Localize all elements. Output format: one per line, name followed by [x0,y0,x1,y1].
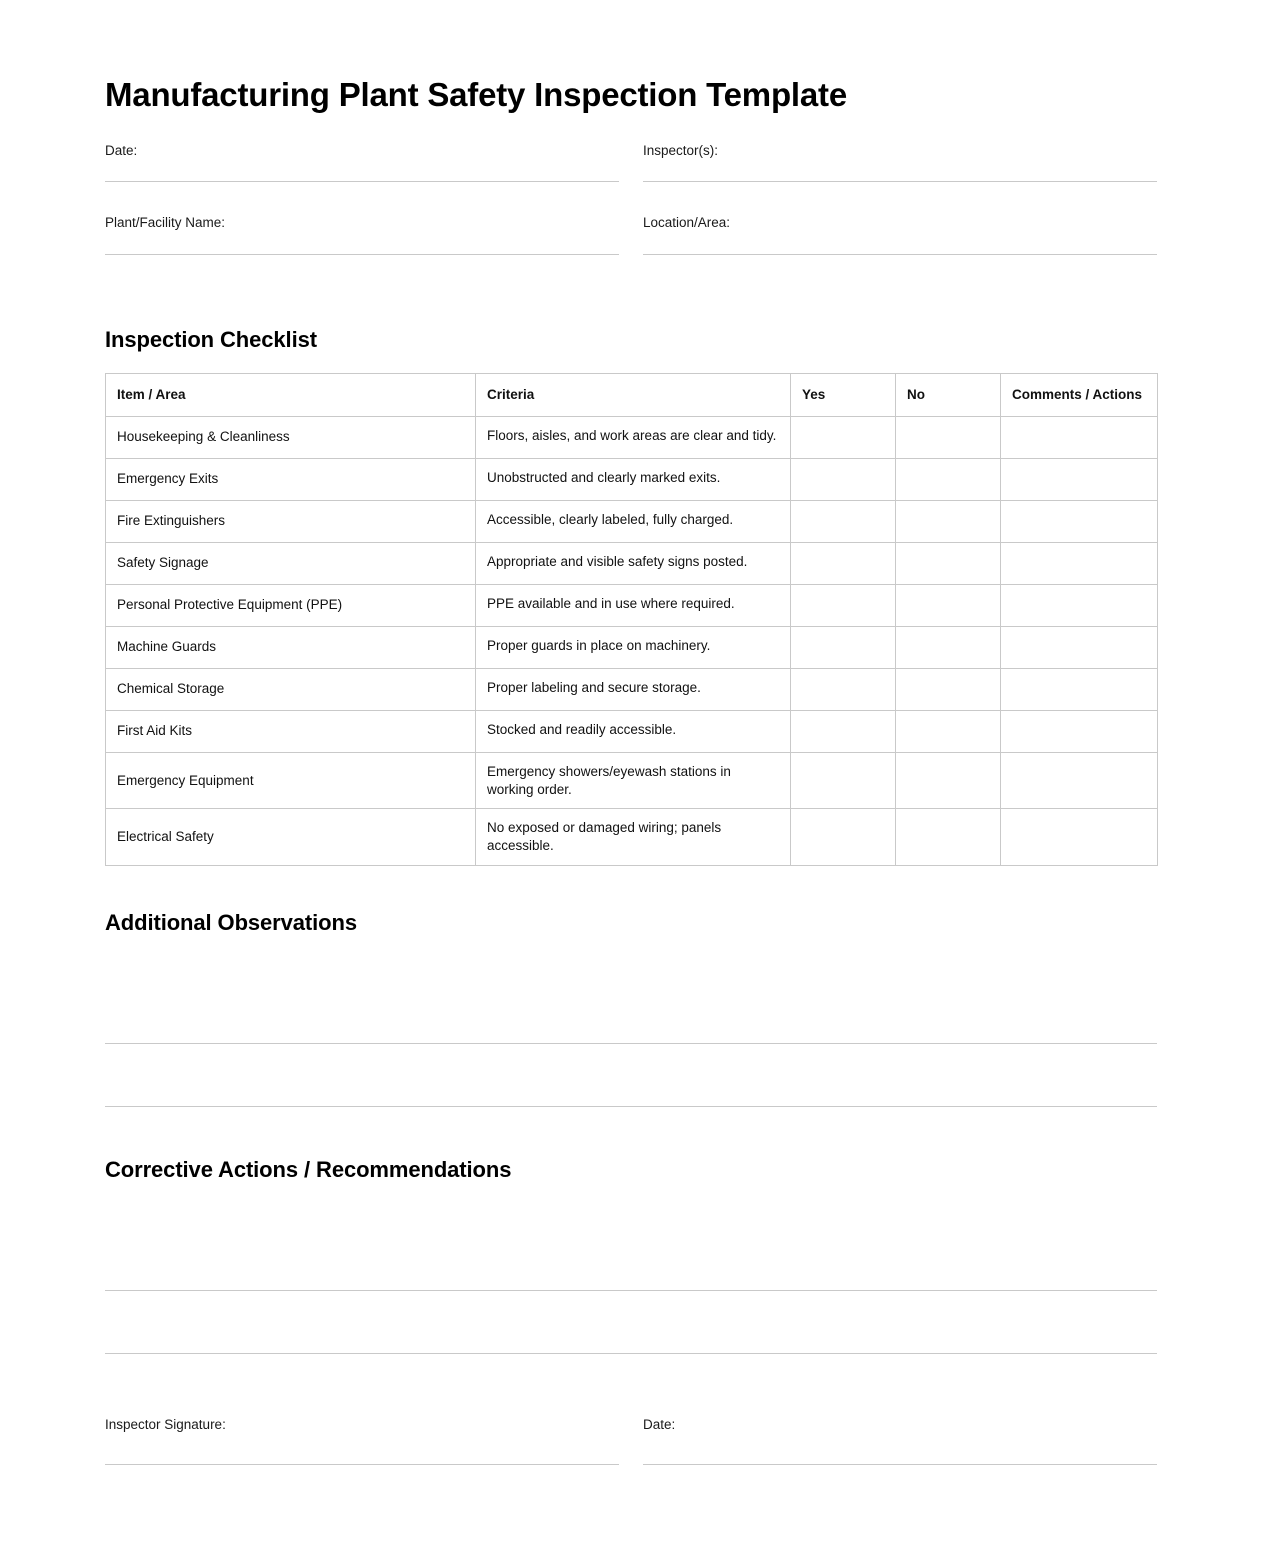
cell-yes-checkbox[interactable] [791,542,896,584]
field-location-area [643,214,1157,255]
cell-comments-actions[interactable] [1001,542,1158,584]
cell-no-checkbox[interactable] [896,752,1001,809]
cell-comments-actions[interactable] [1001,668,1158,710]
cell-item-area: Machine Guards [106,626,476,668]
corrective-actions-lines [105,1228,1157,1354]
table-row [106,752,1158,809]
cell-no-checkbox[interactable] [896,542,1001,584]
cell-comments-actions[interactable] [1001,710,1158,752]
cell-yes-checkbox[interactable] [791,809,896,866]
spacer [105,287,1157,309]
cell-comments-actions[interactable] [1001,584,1158,626]
cell-criteria: Accessible, clearly labeled, fully charged. [476,500,791,542]
cell-criteria: Floors, aisles, and work areas are clear and tidy. [476,416,791,458]
cell-criteria: PPE available and in use where required. [476,584,791,626]
header-field-row-1 [105,142,1157,183]
observations-line-2[interactable] [105,1106,1157,1107]
cell-comments-actions[interactable] [1001,500,1158,542]
table-row [106,710,1158,752]
field-input-date[interactable] [105,181,619,182]
column-header-yes: Yes [791,374,896,417]
cell-item-area: Housekeeping & Cleanliness [106,416,476,458]
table-header-row [106,374,1158,417]
cell-item-area: Personal Protective Equipment (PPE) [106,584,476,626]
cell-no-checkbox[interactable] [896,500,1001,542]
field-label-plant-facility-name: Plant/Facility Name: [105,215,226,231]
cell-item-area: Fire Extinguishers [106,500,476,542]
cell-yes-checkbox[interactable] [791,626,896,668]
table-row [106,416,1158,458]
column-header-comments-actions: Comments / Actions [1001,374,1158,417]
column-header-item-area: Item / Area [106,374,476,417]
corrective-actions-line-2[interactable] [105,1353,1157,1354]
cell-no-checkbox[interactable] [896,809,1001,866]
field-plant-facility-name [105,214,619,255]
cell-criteria: Stocked and readily accessible. [476,710,791,752]
cell-comments-actions[interactable] [1001,458,1158,500]
cell-yes-checkbox[interactable] [791,710,896,752]
field-label-inspector-signature: Inspector Signature: [105,1417,226,1433]
line-gap [105,1228,1157,1290]
cell-yes-checkbox[interactable] [791,668,896,710]
cell-no-checkbox[interactable] [896,626,1001,668]
field-input-location-area[interactable] [643,254,1157,255]
field-label-location-area: Location/Area: [643,215,731,231]
cell-item-area: Chemical Storage [106,668,476,710]
line-gap [105,1044,1157,1106]
cell-yes-checkbox[interactable] [791,416,896,458]
cell-no-checkbox[interactable] [896,584,1001,626]
table-row [106,458,1158,500]
table-row [106,626,1158,668]
cell-yes-checkbox[interactable] [791,458,896,500]
field-inspectors [643,142,1157,183]
cell-criteria: Proper labeling and secure storage. [476,668,791,710]
header-field-row-2 [105,214,1157,255]
inspection-checklist-table [105,373,1158,866]
field-input-inspector-signature[interactable] [105,1464,619,1465]
column-header-criteria: Criteria [476,374,791,417]
cell-criteria: Emergency showers/eyewash stations in working order. [476,752,791,809]
additional-observations-lines [105,981,1157,1107]
table-row [106,584,1158,626]
cell-criteria: Appropriate and visible safety signs posted. [476,542,791,584]
cell-item-area: Emergency Equipment [106,752,476,809]
column-header-no: No [896,374,1001,417]
page-title: Manufacturing Plant Safety Inspection Template [105,76,847,113]
cell-criteria: Unobstructed and clearly marked exits. [476,458,791,500]
table-row [106,542,1158,584]
cell-no-checkbox[interactable] [896,668,1001,710]
field-input-inspectors[interactable] [643,181,1157,182]
line-gap [105,981,1157,1043]
cell-comments-actions[interactable] [1001,752,1158,809]
field-input-plant-facility-name[interactable] [105,254,619,255]
field-signature-date [643,1416,1157,1465]
cell-yes-checkbox[interactable] [791,752,896,809]
cell-comments-actions[interactable] [1001,809,1158,866]
cell-comments-actions[interactable] [1001,626,1158,668]
cell-item-area: Safety Signage [106,542,476,584]
cell-yes-checkbox[interactable] [791,584,896,626]
cell-no-checkbox[interactable] [896,458,1001,500]
section-heading-inspection-checklist: Inspection Checklist [105,327,317,353]
table-row [106,668,1158,710]
cell-item-area: Electrical Safety [106,809,476,866]
table-row [106,500,1158,542]
field-label-inspectors: Inspector(s): [643,142,719,158]
cell-yes-checkbox[interactable] [791,500,896,542]
signature-field-row [105,1416,1157,1555]
field-date [105,142,619,183]
cell-item-area: First Aid Kits [106,710,476,752]
cell-comments-actions[interactable] [1001,416,1158,458]
section-heading-additional-observations: Additional Observations [105,910,357,936]
cell-no-checkbox[interactable] [896,416,1001,458]
cell-criteria: No exposed or damaged wiring; panels accessible. [476,809,791,866]
cell-item-area: Emergency Exits [106,458,476,500]
section-heading-corrective-actions: Corrective Actions / Recommendations [105,1157,512,1183]
cell-criteria: Proper guards in place on machinery. [476,626,791,668]
field-label-date: Date: [105,142,138,158]
line-gap [105,1291,1157,1353]
table-row [106,809,1158,866]
field-label-signature-date: Date: [643,1417,676,1433]
field-input-signature-date[interactable] [643,1464,1157,1465]
field-inspector-signature [105,1416,619,1465]
cell-no-checkbox[interactable] [896,710,1001,752]
